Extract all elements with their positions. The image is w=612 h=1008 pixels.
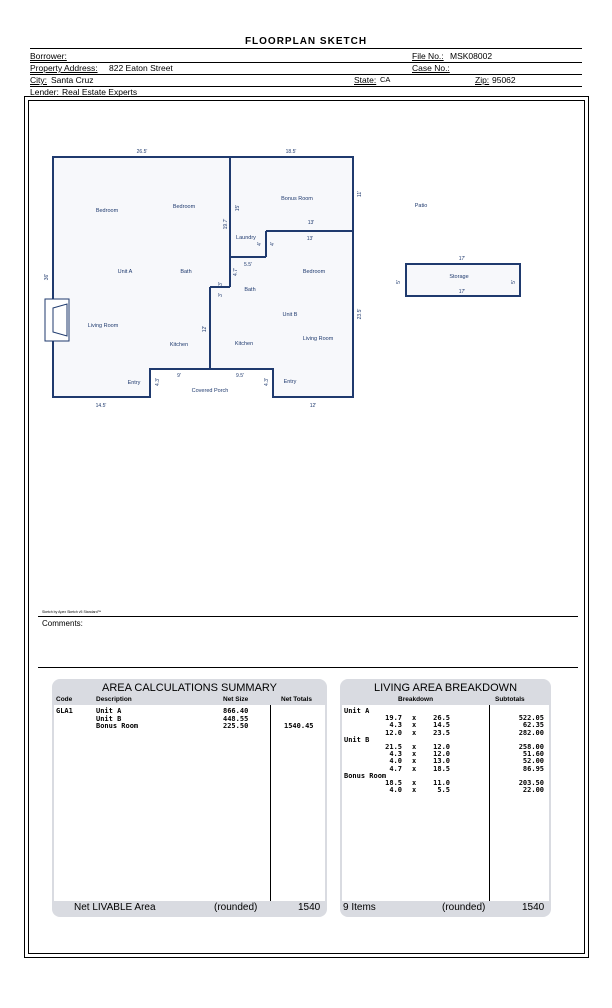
area-row: Bonus Room 225.50 1540.45 <box>96 722 314 730</box>
breakdown-row-a: 12.0 <box>385 728 402 737</box>
breakdown-row-b: 11.0 <box>433 778 450 787</box>
dim-4-3b: 4.3' <box>264 378 270 386</box>
lender-label: Lender: <box>30 87 59 97</box>
breakdown-row-x: x <box>412 764 417 773</box>
page-title: FLOORPLAN SKETCH <box>244 36 368 47</box>
dim-storage-left: 5' <box>396 280 402 284</box>
room-bedroom-1: Bedroom <box>95 208 119 214</box>
dim-storage-bottom: 17' <box>458 289 466 295</box>
breakdown-row-a: 19.7 <box>385 714 402 723</box>
area-summary-body <box>54 705 325 901</box>
breakdown-row <box>344 721 548 728</box>
room-bath-2: Bath <box>244 287 256 293</box>
room-bath-1: Bath <box>180 269 192 275</box>
col-breakdown: Breakdown <box>398 696 434 703</box>
col-subtotals: Subtotals <box>495 696 525 703</box>
breakdown-row <box>344 757 548 764</box>
case-no-label: Case No.: <box>412 63 450 73</box>
col-net-size: Net Size <box>223 696 249 703</box>
breakdown-row-b: 12.0 <box>433 750 450 759</box>
room-kitchen-2: Kitchen <box>234 341 254 347</box>
room-patio: Patio <box>414 203 428 209</box>
breakdown-row-b: 13.0 <box>433 757 450 766</box>
breakdown-row <box>344 707 548 714</box>
breakdown-row-x: x <box>412 757 417 766</box>
room-laundry: Laundry <box>236 235 256 241</box>
breakdown-row-b: 26.5 <box>433 714 450 723</box>
sketch-credit: Sketch by Apex Sketch v5 Standard™ <box>42 610 102 614</box>
breakdown-row-x: x <box>412 721 417 730</box>
breakdown-row-b: 14.5 <box>433 721 450 730</box>
breakdown-row-subtotal: 282.00 <box>518 728 544 737</box>
breakdown-row-a: 4.7 <box>389 764 402 773</box>
breakdown-row <box>344 765 548 772</box>
breakdown-row-x: x <box>412 714 417 723</box>
summary-divider <box>38 667 578 668</box>
dim-right-23-5: 23.5' <box>357 308 363 320</box>
col-net-totals: Net Totals <box>281 696 312 703</box>
borrower-label: Borrower: <box>30 51 67 61</box>
dim-laundry-4a: 4' <box>257 242 263 246</box>
breakdown-row-b: 12.0 <box>433 742 450 751</box>
dim-laundry-4b: 4' <box>270 242 276 246</box>
living-breakdown-panel <box>340 679 551 917</box>
address-value: 822 Eaton Street <box>109 63 173 73</box>
dim-bonus-13a: 13' <box>307 220 315 226</box>
breakdown-row-subtotal: 62.35 <box>522 721 544 730</box>
room-entry-1: Entry <box>127 380 141 386</box>
lender-value: Real Estate Experts <box>62 87 138 97</box>
room-unit-b: Unit B <box>282 312 298 318</box>
breakdown-row-a: 4.3 <box>389 750 402 759</box>
living-breakdown-body <box>342 705 549 901</box>
zip-label: Zip: <box>475 75 490 85</box>
state-value: CA <box>380 75 391 84</box>
col-code: Code <box>56 696 73 703</box>
breakdown-row-x: x <box>412 778 417 787</box>
breakdown-row-label: Bonus Room <box>344 771 387 780</box>
zip-value: 95062 <box>492 75 516 85</box>
area-rows <box>96 707 326 730</box>
net-livable-label: Net LIVABLE Area <box>74 902 156 913</box>
area-summary-panel <box>52 679 327 917</box>
breakdown-row <box>344 786 548 793</box>
room-bedroom-3: Bedroom <box>302 269 326 275</box>
breakdown-row <box>344 750 548 757</box>
comments-label: Comments: <box>42 619 83 628</box>
dim-3a: 3' <box>218 282 224 286</box>
breakdown-row-a: 4.0 <box>389 757 402 766</box>
address-label: Property Address: <box>30 63 98 73</box>
room-kitchen-1: Kitchen <box>169 342 189 348</box>
breakdown-row-subtotal: 52.00 <box>522 757 544 766</box>
area-row: Unit A 866.40 <box>96 707 249 715</box>
fireplace-icon <box>45 299 69 341</box>
col-description: Description <box>96 696 132 703</box>
living-breakdown-title: LIVING AREA BREAKDOWN <box>373 682 518 694</box>
dim-left-36: 36' <box>44 273 50 281</box>
room-bonus: Bonus Room <box>281 196 313 202</box>
breakdown-row-a: 18.5 <box>385 778 402 787</box>
file-no-label: File No.: <box>412 51 444 61</box>
dim-storage-right: 5' <box>511 280 517 284</box>
breakdown-row-x: x <box>412 728 417 737</box>
dim-5-5: 5.5' <box>244 262 252 268</box>
dim-top-b: 18.5' <box>285 149 297 155</box>
breakdown-row-label: Unit B <box>344 735 370 744</box>
net-livable-value: 1540 <box>298 902 321 913</box>
dim-19-7: 19.7' <box>223 218 229 230</box>
breakdown-lines <box>344 707 548 793</box>
items-count: 9 Items <box>343 902 376 913</box>
dim-bottom-14-5: 14.5' <box>95 403 107 409</box>
area-summary-title: AREA CALCULATIONS SUMMARY <box>101 682 278 694</box>
room-living-1: Living Room <box>87 323 119 329</box>
breakdown-row-subtotal: 522.05 <box>518 714 544 723</box>
breakdown-row-subtotal: 86.95 <box>522 764 544 773</box>
dim-bonus-11: 11' <box>357 190 363 198</box>
breakdown-row-a: 4.3 <box>389 721 402 730</box>
room-covered-porch: Covered Porch <box>191 388 229 394</box>
dim-bonus-13b: 13' <box>306 236 314 242</box>
breakdown-value: 1540 <box>522 902 545 913</box>
breakdown-row-subtotal: 203.50 <box>518 778 544 787</box>
file-no-value: MSK08002 <box>450 51 493 61</box>
dim-4-3a: 4.3' <box>155 378 161 386</box>
breakdown-rounded: (rounded) <box>442 902 486 913</box>
breakdown-row-subtotal: 258.00 <box>518 742 544 751</box>
dim-12: 12' <box>202 325 208 333</box>
area-row: Unit B 448.55 <box>96 714 249 723</box>
state-label: State: <box>354 75 377 85</box>
breakdown-row-a: 21.5 <box>385 742 402 751</box>
breakdown-row-subtotal: 51.60 <box>522 750 544 759</box>
breakdown-row-x: x <box>412 742 417 751</box>
room-living-2: Living Room <box>302 336 334 342</box>
building-outline <box>53 157 353 397</box>
breakdown-row <box>344 743 548 750</box>
breakdown-row-x: x <box>412 750 417 759</box>
breakdown-row-b: 23.5 <box>433 728 450 737</box>
breakdown-row-x: x <box>412 786 417 795</box>
breakdown-row <box>344 729 548 736</box>
gla-code: GLA1 <box>56 707 73 715</box>
dim-9-5: 9.5' <box>236 373 244 379</box>
dim-4-7: 4.7' <box>233 268 239 276</box>
breakdown-row-a: 4.0 <box>389 786 402 795</box>
city-value: Santa Cruz <box>51 75 94 85</box>
room-unit-a: Unit A <box>117 269 133 275</box>
dim-bottom-12: 12' <box>309 403 317 409</box>
room-entry-2: Entry <box>283 379 297 385</box>
breakdown-row <box>344 736 548 743</box>
breakdown-row <box>344 772 548 779</box>
breakdown-row <box>344 779 548 786</box>
breakdown-row-label: Unit A <box>344 707 370 715</box>
breakdown-row-subtotal: 22.00 <box>522 786 544 795</box>
dim-storage-top: 17' <box>458 256 466 262</box>
dim-bonus-15: 15' <box>235 204 241 212</box>
room-storage: Storage <box>449 274 469 280</box>
city-label: City: <box>30 75 47 85</box>
comments-divider <box>38 616 578 617</box>
net-livable-rounded: (rounded) <box>214 902 258 913</box>
dim-top-a: 26.5' <box>136 149 148 155</box>
breakdown-row <box>344 714 548 721</box>
dim-3b: 3' <box>218 293 224 297</box>
breakdown-row-b: 5.5 <box>437 786 450 795</box>
dim-9: 9' <box>177 373 181 379</box>
breakdown-row-b: 18.5 <box>433 764 450 773</box>
room-bedroom-2: Bedroom <box>172 204 196 210</box>
